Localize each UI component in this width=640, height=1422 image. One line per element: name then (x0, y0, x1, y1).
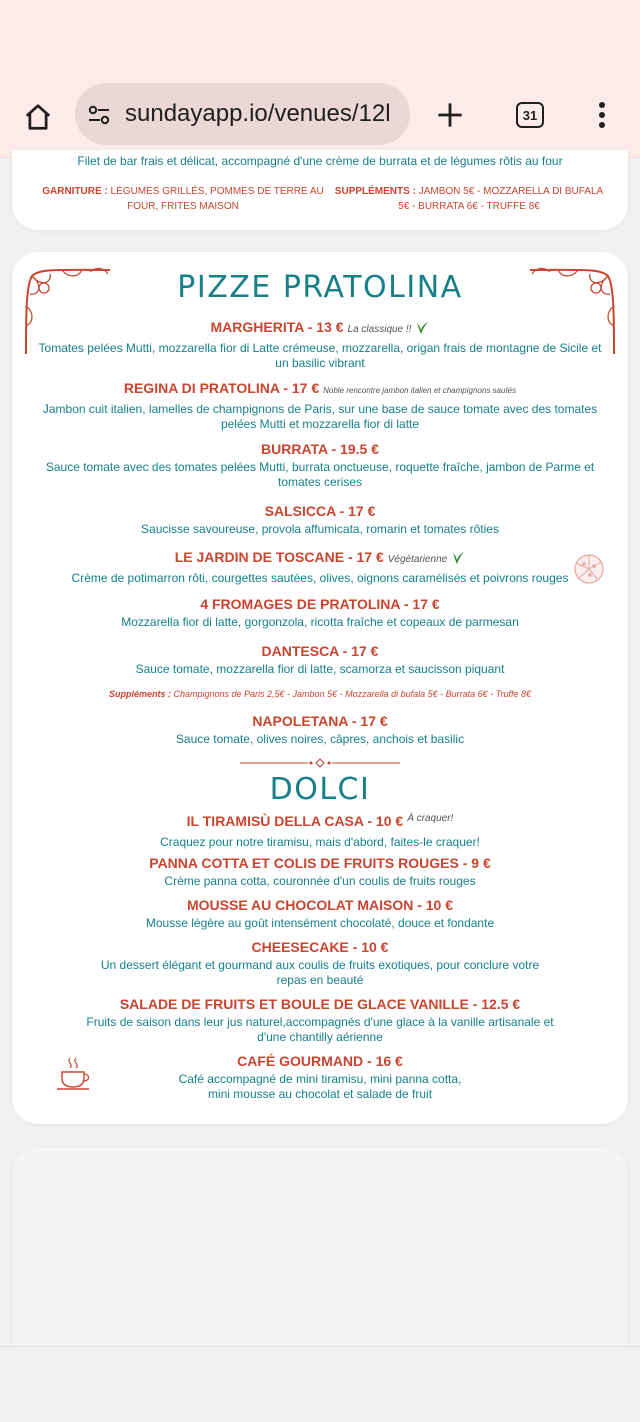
item-name: CHEESECAKE - 10 € (251, 939, 389, 955)
tab-switcher-button[interactable] (508, 93, 552, 137)
item-description: Crème de potimarron rôti, courgettes sautées, olives, oignons caramélisés et poivrons rouges (71, 571, 569, 585)
item-description: Mozzarella fior di latte, gorgonzola, ricotta fraîche et copeaux de parmesan (121, 615, 519, 629)
site-settings-icon[interactable] (87, 103, 111, 127)
section-title-dolci: DOLCI (269, 772, 371, 807)
menu-item (32, 854, 608, 889)
garniture-line: GARNITURE : LÉGUMES GRILLÉS, POMMES DE TERRE AU FOUR, FRITES MAISON (42, 186, 324, 212)
item-description: Sauce tomate, mozzarella fior di latte, scamorza et saucisson piquant (135, 662, 505, 676)
menu-item (32, 642, 608, 677)
section-divider (240, 758, 400, 768)
status-bar-area (0, 0, 640, 80)
item-description: Sauce tomate, olives noires, câpres, anchois et basilic (175, 732, 465, 746)
system-nav-area (0, 1346, 640, 1422)
url-bar[interactable] (75, 83, 410, 145)
tab-count: 31 (522, 107, 538, 123)
item-description: Saucisse savoureuse, provola affumicata, romarin et tomates rôties (141, 522, 499, 536)
menu-card (12, 252, 628, 1124)
menu-item (32, 595, 608, 630)
url-text[interactable]: sundayapp.io/venues/12l (125, 100, 391, 127)
item-name: NAPOLETANA - 17 € (252, 713, 388, 729)
item-name: SALSICCA - 17 € (264, 503, 376, 519)
item-note: À craquer! (407, 813, 454, 824)
coffee-cup-icon (54, 1056, 94, 1092)
pizza-icon (572, 552, 606, 586)
item-description: Café accompagné de mini tiramisu, mini panna cotta, mini mousse au chocolat et salade de fruit (178, 1072, 462, 1101)
item-name: LE JARDIN DE TOSCANE - 17 € (174, 549, 384, 565)
item-name: SALADE DE FRUITS ET BOULE DE GLACE VANILLE - 12.5 € (119, 996, 521, 1012)
menu-item (176, 1052, 464, 1102)
item-note: La classique !! (347, 324, 412, 335)
item-name: 4 FROMAGES DE PRATOLINA - 17 € (200, 596, 440, 612)
item-name: IL TIRAMISÙ DELLA CASA - 10 € (186, 813, 404, 829)
next-section-card (12, 1148, 628, 1378)
menu-item (32, 712, 608, 747)
menu-item (32, 548, 608, 586)
main-course-card (12, 150, 628, 230)
new-tab-button[interactable] (428, 93, 472, 137)
menu-item (32, 379, 608, 432)
menu-item (32, 502, 608, 537)
tab-switcher-icon (516, 102, 544, 128)
item-note: Noble rencontre jambon italien et champignons sautés (323, 386, 517, 395)
menu-item (32, 318, 608, 371)
new-tab-icon (436, 101, 464, 129)
menu-item (96, 938, 544, 988)
item-description: Un dessert élégant et gourmand aux coulis de fruits exotiques, pour conclure votre repas en beauté (100, 958, 540, 987)
item-name: CAFÉ GOURMAND - 16 € (237, 1053, 403, 1069)
section-title-pizze: PIZZE PRATOLINA (177, 270, 463, 305)
item-description: Filet de bar frais et délicat, accompagné d'une crème de burrata et de légumes rôtis au four (77, 154, 563, 168)
item-note: Végétarienne (387, 554, 448, 565)
pizza-supplements-line: Suppléments : Champignons de Paris 2,5€ - Jambon 5€ - Mozzarella di bufala 5€ - Burrata 6€ - Truffe 8€ (108, 689, 532, 699)
vegetarian-leaf-icon (415, 321, 429, 335)
more-menu-button[interactable] (580, 93, 624, 137)
item-description: Jambon cuit italien, lamelles de champignons de Paris, sur une base de sauce tomate avec des tomates pelées Mutti et mozzarella fior di latte (42, 402, 598, 431)
menu-item (32, 440, 608, 490)
item-description: Crème panna cotta, couronnée d'un coulis de fruits rouges (164, 874, 476, 888)
item-name: DANTESCA - 17 € (261, 643, 379, 659)
browser-toolbar (0, 80, 640, 158)
more-vert-icon (598, 101, 606, 129)
item-name: MARGHERITA - 13 € (210, 319, 344, 335)
item-name: BURRATA - 19.5 € (261, 441, 379, 457)
item-name: PANNA COTTA ET COLIS DE FRUITS ROUGES - 9 € (149, 855, 491, 871)
home-icon (23, 102, 53, 132)
item-name: REGINA DI PRATOLINA - 17 € (123, 380, 320, 396)
item-description: Sauce tomate avec des tomates pelées Mutti, burrata onctueuse, roquette fraîche, jambon de Parme et tomates cerises (45, 460, 595, 489)
item-name: MOUSSE AU CHOCOLAT MAISON - 10 € (186, 897, 454, 913)
item-description: Fruits de saison dans leur jus naturel,accompagnés d'une glace à la vanille artisanale et d'une chantilly aérienne (86, 1015, 554, 1044)
menu-item (72, 995, 568, 1045)
menu-item (32, 896, 608, 931)
item-description: Craquez pour notre tiramisu, mais d'abord, faites-le craquer! (160, 835, 480, 849)
item-description: Mousse légère au goût intensément chocolaté, douce et fondante (145, 916, 495, 930)
home-button[interactable] (16, 95, 60, 139)
item-description: Tomates pelées Mutti, mozzarella fior di Latte crémeuse, mozzarella, origan frais de montagne de Sicile et un basilic vibrant (38, 341, 602, 370)
supplements-line: SUPPLÉMENTS : JAMBON 5€ - MOZZARELLA DI BUFALA 5€ - BURRATA 6€ - TRUFFE 8€ (334, 186, 604, 212)
menu-item (32, 812, 608, 850)
vegetarian-leaf-icon (451, 551, 465, 565)
